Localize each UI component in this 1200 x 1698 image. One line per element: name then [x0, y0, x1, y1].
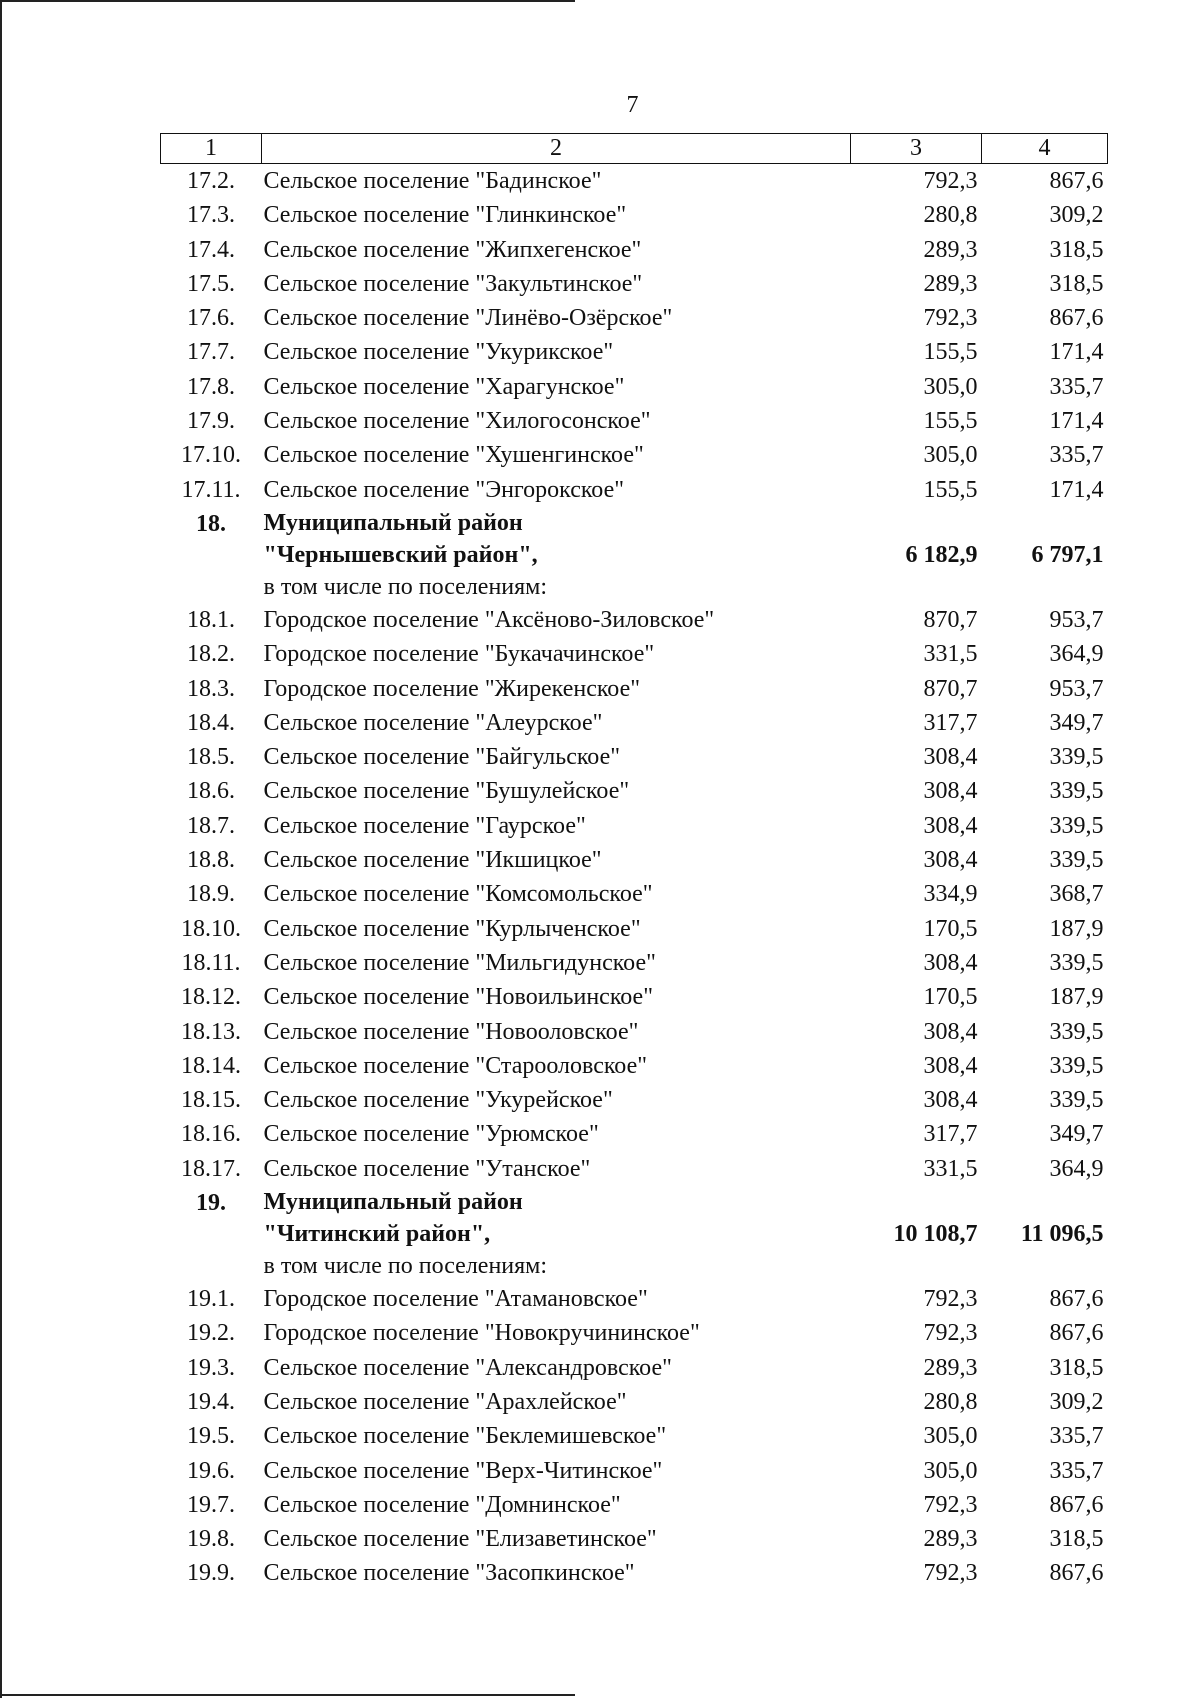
value-col-3: 155,5 [923, 476, 978, 503]
value-col-4 [982, 507, 1108, 603]
settlement-name: Сельское поселение "Хилогосонское" [263, 408, 651, 435]
settlement-name: Сельское поселение "Утанское" [263, 1155, 591, 1182]
table-row [161, 809, 1108, 843]
value-col-4: 339,5 [1049, 1087, 1104, 1114]
table-row [161, 404, 1108, 438]
table-row [161, 1152, 1108, 1186]
value-col-3: 308,4 [923, 1087, 978, 1114]
table-header-row [161, 134, 1108, 164]
value-col-3: 317,7 [923, 709, 978, 736]
settlement-name: Городское поселение "Аксёново-Зиловское" [263, 606, 715, 633]
value-col-3: 331,5 [923, 641, 978, 668]
row-number: 17.11. [181, 476, 241, 503]
value-col-3: 308,4 [923, 812, 978, 839]
row-number: 19.3. [187, 1354, 235, 1381]
value-col-4: 318,5 [1049, 1526, 1104, 1553]
value-text: 6 182,9 [905, 541, 978, 568]
table-row [161, 438, 1108, 472]
table-row [161, 1117, 1108, 1151]
settlement-name: Сельское поселение "Беклемишевское" [263, 1423, 667, 1450]
value-col-4: 364,9 [1049, 641, 1104, 668]
value-col-3: 308,4 [923, 847, 978, 874]
settlement-name: Сельское поселение "Урюмское" [263, 1121, 599, 1148]
value-col-4: 171,4 [1049, 408, 1104, 435]
row-number: 17.10. [181, 442, 241, 469]
row-number: 19.6. [187, 1457, 235, 1484]
settlement-name: Сельское поселение "Старооловское" [263, 1052, 648, 1079]
row-number: 18.3. [187, 675, 235, 702]
row-number: 17.5. [187, 270, 235, 297]
settlement-name: Сельское поселение "Закультинское" [263, 270, 643, 297]
value-col-4: 339,5 [1049, 847, 1104, 874]
table-row [161, 1015, 1108, 1049]
table-row [161, 603, 1108, 637]
row-number: 18.16. [181, 1121, 241, 1148]
value-col-3: 308,4 [923, 778, 978, 805]
value-col-4: 953,7 [1049, 606, 1104, 633]
row-number: 18.1. [187, 606, 235, 633]
settlement-name: Сельское поселение "Бадинское" [263, 168, 602, 194]
value-col-3: 317,7 [923, 1121, 978, 1148]
value-col-4: 171,4 [1049, 339, 1104, 366]
value-col-3: 308,4 [923, 1052, 978, 1079]
row-number: 17.9. [187, 408, 235, 435]
value-col-4: 318,5 [1049, 236, 1104, 263]
row-number: 17.3. [187, 202, 235, 229]
value-col-4: 318,5 [1049, 1354, 1104, 1381]
table-row [161, 1522, 1108, 1556]
value-col-3: 155,5 [923, 339, 978, 366]
row-number: 19.4. [187, 1388, 235, 1415]
row-number: 18.13. [181, 1018, 241, 1045]
table-row [161, 335, 1108, 369]
value-col-3: 170,5 [923, 915, 978, 942]
value-text: 10 108,7 [893, 1221, 978, 1248]
value-col-3 [851, 507, 982, 603]
value-col-4: 335,7 [1049, 1457, 1104, 1484]
value-col-4: 339,5 [1049, 744, 1104, 771]
row-number: 18.2. [187, 641, 235, 668]
table-row [161, 164, 1108, 199]
col-header-1: 1 [161, 134, 262, 164]
value-col-4: 867,6 [1049, 1491, 1104, 1518]
row-number: 18.6. [187, 778, 235, 805]
value-col-4 [982, 1186, 1108, 1282]
scan-border-left [0, 0, 2, 1698]
row-number: 18.4. [187, 709, 235, 736]
value-col-3: 155,5 [923, 408, 978, 435]
settlement-name: Сельское поселение "Линёво-Озёрское" [263, 305, 673, 332]
value-col-4: 867,6 [1049, 168, 1104, 194]
table-row [161, 1351, 1108, 1385]
row-number: 19.5. [187, 1423, 235, 1450]
value-col-3: 308,4 [923, 744, 978, 771]
table-row [161, 1049, 1108, 1083]
table-row [161, 1282, 1108, 1316]
value-col-3: 280,8 [923, 202, 978, 229]
value-col-4: 867,6 [1049, 1560, 1104, 1587]
table-row [161, 267, 1108, 301]
table-row [161, 233, 1108, 267]
settlement-name: Городское поселение "Атамановское" [263, 1286, 648, 1313]
value-col-4: 867,6 [1049, 1320, 1104, 1347]
table-row [161, 1488, 1108, 1522]
settlement-name: Сельское поселение "Бушулейское" [263, 778, 630, 805]
row-number: 19.8. [187, 1526, 235, 1553]
value-col-3: 305,0 [923, 1457, 978, 1484]
value-col-3: 305,0 [923, 442, 978, 469]
value-col-4: 171,4 [1049, 476, 1104, 503]
settlement-name: Городское поселение "Букачачинское" [263, 641, 655, 668]
value-col-3: 792,3 [923, 305, 978, 332]
row-number: 17.2. [187, 168, 235, 194]
value-col-4: 867,6 [1049, 1286, 1104, 1313]
value-col-3: 305,0 [923, 373, 978, 400]
value-col-4: 867,6 [1049, 305, 1104, 332]
row-number: 18.11. [181, 949, 241, 976]
row-number: 19.9. [187, 1560, 235, 1587]
value-col-4: 953,7 [1049, 675, 1104, 702]
district-title-line: "Читинский район", [263, 1221, 491, 1248]
budget-table [160, 133, 1108, 1591]
settlement-name: Сельское поселение "Жипхегенское" [263, 236, 642, 263]
district-title-line: Муниципальный район [263, 1189, 523, 1216]
settlement-name: Городское поселение "Жирекенское" [263, 675, 641, 702]
value-col-3: 792,3 [923, 1286, 978, 1313]
table-row [161, 1454, 1108, 1488]
table-row [161, 1385, 1108, 1419]
table-row [161, 774, 1108, 808]
settlement-name: Сельское поселение "Укурейское" [263, 1087, 613, 1114]
row-number: 18.14. [181, 1052, 241, 1079]
table-row [161, 877, 1108, 911]
settlement-name: Сельское поселение "Елизаветинское" [263, 1526, 657, 1553]
value-text: 6 797,1 [1031, 541, 1104, 568]
settlement-name: Сельское поселение "Энгорокское" [263, 476, 625, 503]
settlements-subtitle: в том числе по поселениям: [263, 1253, 548, 1280]
table-row [161, 370, 1108, 404]
settlement-name: Сельское поселение "Курлыченское" [263, 915, 641, 942]
settlement-name: Сельское поселение "Икшицкое" [263, 847, 602, 874]
value-col-4: 368,7 [1049, 881, 1104, 908]
table-row [161, 1419, 1108, 1453]
value-col-4: 335,7 [1049, 442, 1104, 469]
row-number: 19. [196, 1190, 226, 1217]
row-number: 18.9. [187, 881, 235, 908]
table-row [161, 740, 1108, 774]
row-number: 18.15. [181, 1087, 241, 1114]
value-col-3: 280,8 [923, 1388, 978, 1415]
value-col-4: 339,5 [1049, 1018, 1104, 1045]
row-number: 18. [196, 510, 226, 537]
municipal-district-row [161, 1186, 1108, 1282]
row-number: 18.7. [187, 812, 235, 839]
row-number: 19.1. [187, 1286, 235, 1313]
settlement-name: Сельское поселение "Домнинское" [263, 1491, 621, 1518]
row-number: 18.17. [181, 1155, 241, 1182]
value-col-4: 339,5 [1049, 812, 1104, 839]
value-col-3: 792,3 [923, 1491, 978, 1518]
value-col-3: 305,0 [923, 1423, 978, 1450]
value-text: 11 096,5 [1020, 1221, 1104, 1248]
settlement-name: Городское поселение "Новокручининское" [263, 1320, 700, 1347]
district-name [262, 1186, 851, 1282]
value-col-4: 309,2 [1049, 1388, 1104, 1415]
row-number: 17.4. [187, 236, 235, 263]
value-col-4: 349,7 [1049, 709, 1104, 736]
district-title-line: Муниципальный район [263, 509, 523, 536]
value-col-4: 187,9 [1049, 915, 1104, 942]
row-number: 19.7. [187, 1491, 235, 1518]
settlement-name: Сельское поселение "Новооловское" [263, 1018, 639, 1045]
settlement-name: Сельское поселение "Александровское" [263, 1354, 672, 1381]
value-col-4: 309,2 [1049, 202, 1104, 229]
settlement-name: Сельское поселение "Хушенгинское" [263, 442, 644, 469]
row-number: 18.5. [187, 744, 235, 771]
table-row [161, 912, 1108, 946]
table-row [161, 946, 1108, 980]
row-number: 17.7. [187, 339, 235, 366]
settlement-name: Сельское поселение "Комсомольское" [263, 881, 653, 908]
settlement-name: Сельское поселение "Арахлейское" [263, 1388, 627, 1415]
value-col-4: 335,7 [1049, 1423, 1104, 1450]
table-row [161, 637, 1108, 671]
value-col-3: 870,7 [923, 675, 978, 702]
value-col-3: 289,3 [923, 1526, 978, 1553]
settlements-subtitle: в том числе по поселениям: [263, 573, 548, 600]
table-row [161, 473, 1108, 507]
value-col-3 [851, 1186, 982, 1282]
value-col-4: 187,9 [1049, 984, 1104, 1011]
value-col-3: 792,3 [923, 1560, 978, 1587]
settlement-name: Сельское поселение "Укурикское" [263, 339, 614, 366]
municipal-district-row [161, 507, 1108, 603]
value-col-3: 331,5 [923, 1155, 978, 1182]
col-header-4: 4 [982, 134, 1108, 164]
value-col-3: 792,3 [923, 1320, 978, 1347]
settlement-name: Сельское поселение "Харагунское" [263, 373, 625, 400]
scan-border-top [0, 0, 575, 2]
value-col-4: 339,5 [1049, 1052, 1104, 1079]
settlement-name: Сельское поселение "Гаурское" [263, 812, 586, 839]
settlement-name: Сельское поселение "Алеурское" [263, 709, 603, 736]
page-number: 7 [626, 92, 639, 118]
row-number: 17.8. [187, 373, 235, 400]
table-row [161, 672, 1108, 706]
settlement-name: Сельское поселение "Мильгидунское" [263, 949, 656, 976]
table-row [161, 843, 1108, 877]
settlement-name: Сельское поселение "Верх-Читинское" [263, 1457, 663, 1484]
value-col-4: 339,5 [1049, 778, 1104, 805]
value-col-4: 364,9 [1049, 1155, 1104, 1182]
row-number: 17.6. [187, 305, 235, 332]
table-row [161, 1556, 1108, 1590]
district-name [262, 507, 851, 603]
value-col-3: 170,5 [923, 984, 978, 1011]
value-col-3: 308,4 [923, 1018, 978, 1045]
settlement-name: Сельское поселение "Глинкинское" [263, 202, 627, 229]
table-row [161, 980, 1108, 1014]
table-row [161, 198, 1108, 232]
district-title-line: "Чернышевский район", [263, 541, 538, 568]
value-col-4: 339,5 [1049, 949, 1104, 976]
value-col-4: 318,5 [1049, 270, 1104, 297]
row-number: 18.8. [187, 847, 235, 874]
table-row [161, 1316, 1108, 1350]
settlement-name: Сельское поселение "Новоильинское" [263, 984, 654, 1011]
value-col-3: 870,7 [923, 606, 978, 633]
row-number: 18.10. [181, 915, 241, 942]
table-row [161, 1083, 1108, 1117]
row-number: 19.2. [187, 1320, 235, 1347]
row-number: 18.12. [181, 984, 241, 1011]
col-header-2: 2 [262, 134, 851, 164]
value-col-3: 792,3 [923, 168, 978, 194]
value-col-3: 308,4 [923, 949, 978, 976]
value-col-3: 289,3 [923, 270, 978, 297]
value-col-4: 349,7 [1049, 1121, 1104, 1148]
value-col-4: 335,7 [1049, 373, 1104, 400]
settlement-name: Сельское поселение "Байгульское" [263, 744, 621, 771]
col-header-3: 3 [851, 134, 982, 164]
value-col-3: 334,9 [923, 881, 978, 908]
table-row [161, 706, 1108, 740]
table-row [161, 301, 1108, 335]
value-col-3: 289,3 [923, 1354, 978, 1381]
scan-border-bottom [0, 1694, 575, 1696]
settlement-name: Сельское поселение "Засопкинское" [263, 1560, 635, 1587]
value-col-3: 289,3 [923, 236, 978, 263]
